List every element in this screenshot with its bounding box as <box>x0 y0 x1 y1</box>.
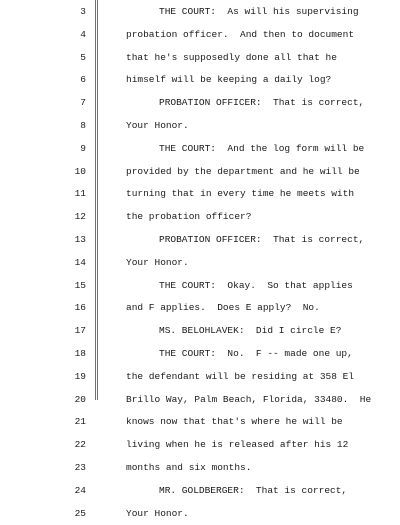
transcript-line <box>0 115 400 138</box>
line-number: 12 <box>74 211 86 223</box>
line-number: 4 <box>80 28 86 40</box>
line-text: Your Honor. <box>126 256 189 268</box>
line-number: 25 <box>74 507 86 519</box>
line-number: 3 <box>80 6 86 17</box>
transcript-line <box>0 434 400 457</box>
line-number: 14 <box>74 256 86 268</box>
line-text: months and six months. <box>126 461 252 473</box>
line-number: 6 <box>80 74 86 86</box>
line-text: Your Honor. <box>126 119 189 131</box>
transcript-line <box>0 366 400 389</box>
line-text: that he's supposedly done all that he <box>126 51 337 63</box>
line-number: 5 <box>80 51 86 63</box>
line-text: living when he is released after his 12 <box>126 439 349 451</box>
transcript-line <box>0 229 400 252</box>
line-number: 11 <box>74 188 86 200</box>
transcript-line <box>0 320 400 343</box>
line-text: MR. GOLDBERGER: That is correct, <box>159 484 348 496</box>
transcript-line <box>0 457 400 480</box>
transcript-line <box>0 252 400 275</box>
transcript-line <box>0 343 400 366</box>
transcript-line <box>0 69 400 92</box>
line-number: 13 <box>74 233 86 245</box>
line-text: the probation officer? <box>126 211 252 223</box>
line-number: 9 <box>80 142 86 154</box>
line-text: THE COURT: No. F -- made one up, <box>159 347 353 359</box>
line-text: MS. BELOHLAVEK: Did I circle E? <box>159 325 342 337</box>
transcript-line <box>0 24 400 47</box>
transcript-lines <box>0 1 400 525</box>
line-number: 23 <box>74 461 86 473</box>
line-text: Your Honor. <box>126 507 189 519</box>
line-text: and F applies. Does E apply? No. <box>126 302 320 314</box>
transcript-line <box>0 297 400 320</box>
line-text: THE COURT: Okay. So that applies <box>159 279 353 291</box>
line-text: THE COURT: As will his supervising <box>159 6 359 17</box>
line-text: PROBATION OFFICER: That is correct, <box>159 233 365 245</box>
line-number: 7 <box>80 97 86 109</box>
line-number: 24 <box>74 484 86 496</box>
line-number: 18 <box>74 347 86 359</box>
line-text: the defendant will be residing at 358 El <box>126 370 355 382</box>
transcript-line <box>0 206 400 229</box>
transcript-line <box>0 161 400 184</box>
line-number: 10 <box>74 165 86 177</box>
line-number: 15 <box>74 279 86 291</box>
transcript-line <box>0 1 400 24</box>
transcript-line <box>0 480 400 503</box>
line-text: probation officer. And then to document <box>126 28 355 40</box>
line-text: provided by the department and he will be <box>126 165 360 177</box>
transcript-line <box>0 503 400 525</box>
line-number: 17 <box>74 325 86 337</box>
line-number: 20 <box>74 393 86 405</box>
line-text: turning that in every time he meets with <box>126 188 355 200</box>
transcript-line <box>0 92 400 115</box>
transcript-line <box>0 183 400 206</box>
line-text: THE COURT: And the log form will be <box>159 142 365 154</box>
line-text: knows now that that's where he will be <box>126 416 343 428</box>
transcript-line <box>0 275 400 298</box>
line-number: 19 <box>74 370 86 382</box>
line-text: himself will be keeping a daily log? <box>126 74 332 86</box>
transcript-line <box>0 138 400 161</box>
transcript-line <box>0 411 400 434</box>
line-number: 16 <box>74 302 86 314</box>
line-text: Brillo Way, Palm Beach, Florida, 33480. He <box>126 393 372 405</box>
transcript-line <box>0 47 400 70</box>
line-number: 21 <box>74 416 86 428</box>
line-number: 22 <box>74 439 86 451</box>
line-number: 8 <box>80 119 86 131</box>
line-text: PROBATION OFFICER: That is correct, <box>159 97 365 109</box>
